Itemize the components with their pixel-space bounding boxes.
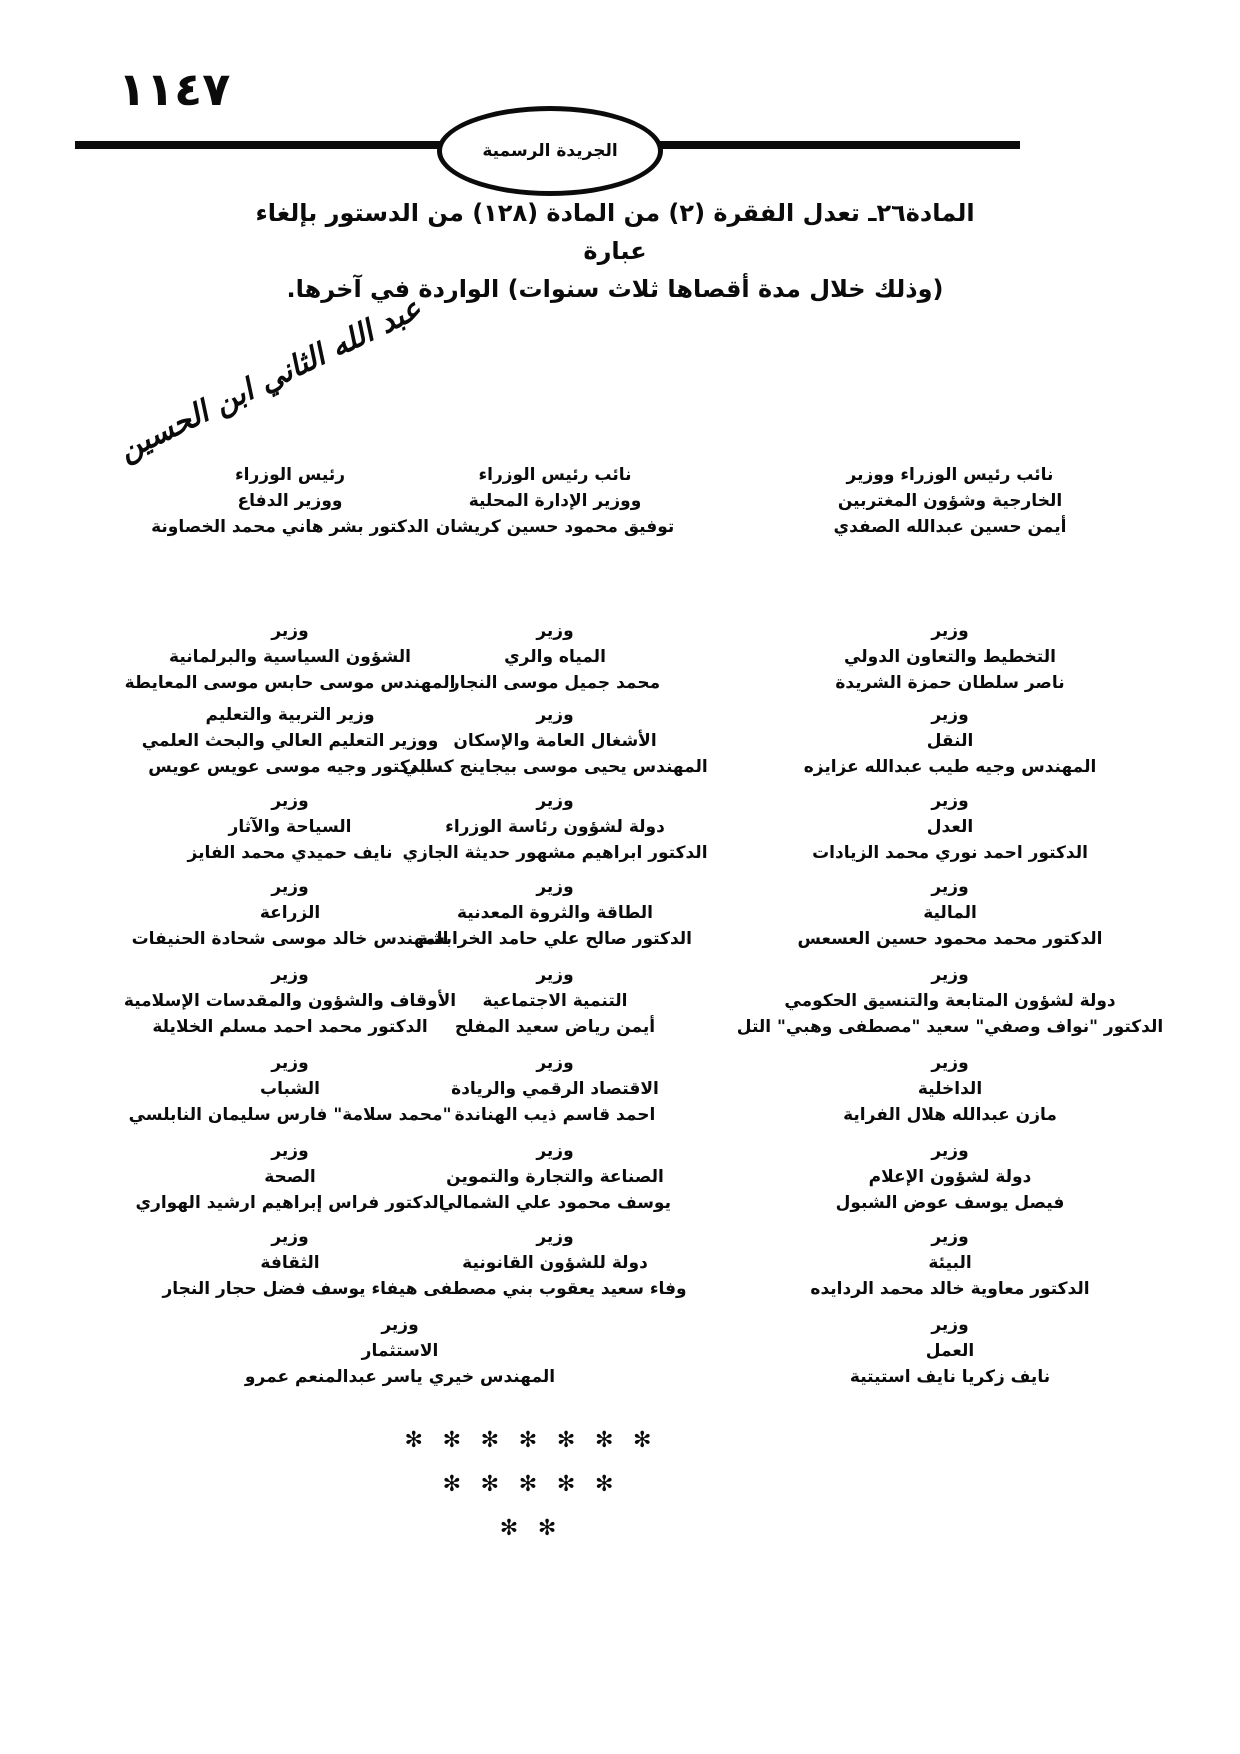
minister-name: الدكتور صالح علي حامد الخرابشة <box>417 929 692 949</box>
minister-name: الدكتور ابراهيم مشهور حديثة الجازي <box>402 843 708 863</box>
minister-title-line-2: دولة لشؤون المتابعة والتنسيق الحكومي <box>784 991 1116 1011</box>
minister-name: الدكتور بشر هاني محمد الخصاونة <box>151 517 429 537</box>
end-separators <box>0 1428 1062 1560</box>
minister-title-line-2: الصحة <box>264 1167 316 1187</box>
minister-title-line-2: السياحة والآثار <box>228 817 352 837</box>
minister-name: وفاء سعيد يعقوب بني مصطفى <box>423 1279 687 1299</box>
minister-title-line-1: وزير <box>536 705 574 725</box>
minister-entry <box>70 702 510 780</box>
minister-title-line-2: التنمية الاجتماعية <box>482 991 628 1011</box>
minister-name: المهندس موسى حابس موسى المعايطة <box>124 673 456 693</box>
page-number: ١١٤٧ <box>118 62 231 116</box>
article-line-2: (وذلك خلال مدة أقصاها ثلاث سنوات) الواردة في آخرها. <box>286 275 944 303</box>
minister-title-line-1: وزير <box>931 705 969 725</box>
minister-title-line-1: وزير <box>536 791 574 811</box>
minister-title-line-1: وزير <box>536 621 574 641</box>
minister-title-line-2: الشؤون السياسية والبرلمانية <box>169 647 411 667</box>
minister-title-line-1: وزير <box>271 791 309 811</box>
minister-title-line-1: وزير <box>271 1227 309 1247</box>
minister-title-line-1: نائب رئيس الوزراء ووزير <box>846 465 1054 485</box>
minister-title-line-2: الشباب <box>260 1079 320 1099</box>
minister-title-line-1: وزير <box>536 877 574 897</box>
minister-title-line-1: وزير <box>381 1315 419 1335</box>
minister-title-line-2: دولة للشؤون القانونية <box>462 1253 648 1273</box>
minister-title-line-2: البيئة <box>928 1253 972 1273</box>
minister-title-line-1: وزير <box>536 965 574 985</box>
minister-name: أيمن حسين عبدالله الصفدي <box>833 517 1067 537</box>
separator-row-1: ✻ ✻ ✻ ✻ ✻ ✻ ✻ <box>404 1428 658 1453</box>
minister-title-line-2: ووزير الإدارة المحلية <box>468 491 642 511</box>
minister-title-line-1: وزير <box>931 791 969 811</box>
minister-name: الدكتور محمد احمد مسلم الخلايلة <box>152 1017 428 1037</box>
minister-entry <box>730 874 1170 952</box>
minister-title-line-2: العمل <box>925 1341 975 1361</box>
minister-title-line-2: ووزير التعليم العالي والبحث العلمي <box>141 731 439 751</box>
minister-entry <box>70 1138 510 1216</box>
minister-title-line-1: وزير <box>931 621 969 641</box>
minister-title-line-2: المالية <box>923 903 977 923</box>
minister-title-line-1: وزير <box>271 965 309 985</box>
minister-name: المهندس خيري ياسر عبدالمنعم عمرو <box>244 1367 556 1387</box>
minister-title-line-2: التخطيط والتعاون الدولي <box>844 647 1056 667</box>
minister-title-line-1: وزير <box>931 1227 969 1247</box>
minister-title-line-2: الأوقاف والشؤون والمقدسات الإسلامية <box>123 991 457 1011</box>
minister-name: المهندس يحيى موسى بيجاينج كسبي <box>402 757 708 777</box>
minister-name: فيصل يوسف عوض الشبول <box>835 1193 1065 1213</box>
separator-row-2: ✻ ✻ ✻ ✻ ✻ <box>442 1472 620 1497</box>
minister-title-line-1: وزير <box>931 877 969 897</box>
minister-title-line-2: الاقتصاد الرقمي والريادة <box>451 1079 659 1099</box>
minister-name: المهندس خالد موسى شحادة الحنيفات <box>131 929 449 949</box>
minister-entry <box>70 618 510 696</box>
minister-name: "محمد سلامة" فارس سليمان النابلسي <box>128 1105 452 1125</box>
minister-entry <box>730 1050 1170 1128</box>
minister-entry <box>730 618 1170 696</box>
minister-entry <box>730 962 1170 1040</box>
minister-name: محمد جميل موسى النجار <box>449 673 661 693</box>
minister-title-line-1: وزير <box>536 1141 574 1161</box>
minister-entry <box>70 1224 510 1302</box>
minister-title-line-1: وزير <box>931 1315 969 1335</box>
minister-title-line-1: وزير <box>271 1053 309 1073</box>
minister-name: يوسف محمود علي الشمالي <box>439 1193 671 1213</box>
minister-name: ناصر سلطان حمزة الشريدة <box>835 673 1065 693</box>
minister-title-line-2: الثقافة <box>260 1253 320 1273</box>
minister-title-line-1: وزير <box>931 965 969 985</box>
minister-name: مازن عبدالله هلال الفراية <box>843 1105 1057 1125</box>
minister-title-line-2: الصناعة والتجارة والتموين <box>446 1167 664 1187</box>
minister-name: الدكتور وجيه موسى عويس عويس <box>148 757 432 777</box>
minister-entry <box>730 788 1170 866</box>
royal-signature: عبد الله الثاني ابن الحسين <box>113 291 427 469</box>
minister-title-line-2: ووزير الدفاع <box>237 491 343 511</box>
gazette-badge-label: الجريدة الرسمية <box>482 141 618 161</box>
minister-title-line-2: النقل <box>926 731 974 751</box>
minister-entry <box>180 1312 620 1390</box>
minister-title-line-2: الطاقة والثروة المعدنية <box>457 903 653 923</box>
minister-name: توفيق محمود حسين كريشان <box>435 517 675 537</box>
minister-title-line-2: الخارجية وشؤون المغتربين <box>837 491 1063 511</box>
minister-entry <box>70 788 510 866</box>
minister-title-line-1: وزير <box>931 1141 969 1161</box>
minister-entry <box>730 1138 1170 1216</box>
minister-name: هيفاء يوسف فضل حجار النجار <box>162 1279 418 1299</box>
minister-name: احمد قاسم ذيب الهناندة <box>454 1105 656 1125</box>
minister-title-line-2: الاستثمار <box>361 1341 439 1361</box>
minister-title-line-1: وزير <box>271 621 309 641</box>
minister-entry <box>70 962 510 1040</box>
minister-name: الدكتور محمد محمود حسين العسعس <box>797 929 1103 949</box>
minister-entry <box>70 462 510 540</box>
minister-title-line-2: الداخلية <box>917 1079 983 1099</box>
minister-entry <box>70 874 510 952</box>
minister-title-line-1: وزير <box>271 1141 309 1161</box>
minister-name: أيمن رياض سعيد المفلح <box>454 1017 656 1037</box>
minister-title-line-1: وزير <box>536 1053 574 1073</box>
minister-name: الدكتور معاوية خالد محمد الردايده <box>810 1279 1090 1299</box>
minister-title-line-2: العدل <box>926 817 974 837</box>
minister-title-line-1: وزير <box>931 1053 969 1073</box>
minister-title-line-1: وزير <box>271 877 309 897</box>
minister-title-line-2: دولة لشؤون الإعلام <box>868 1167 1032 1187</box>
minister-title-line-1: وزير التربية والتعليم <box>205 705 375 725</box>
minister-title-line-2: دولة لشؤون رئاسة الوزراء <box>445 817 665 837</box>
minister-title-line-1: رئيس الوزراء <box>234 465 346 485</box>
separator-row-3: ✻ ✻ <box>499 1516 563 1541</box>
minister-title-line-1: وزير <box>536 1227 574 1247</box>
minister-name: الدكتور فراس إبراهيم ارشيد الهواري <box>135 1193 445 1213</box>
minister-name: المهندس وجيه طيب عبدالله عزايزه <box>803 757 1097 777</box>
minister-name: نايف زكريا نايف استيتية <box>849 1367 1051 1387</box>
minister-entry <box>730 1312 1170 1390</box>
minister-name: الدكتور "نواف وصفي" سعيد "مصطفى وهبي" التل <box>736 1017 1164 1037</box>
minister-entry <box>730 462 1170 540</box>
minister-title-line-2: المياه والري <box>504 647 606 667</box>
minister-title-line-2: الزراعة <box>259 903 321 923</box>
minister-entry <box>730 702 1170 780</box>
minister-entry <box>70 1050 510 1128</box>
article-line-1: المادة٢٦ـ تعدل الفقرة (٢) من المادة (١٢٨) من الدستور بإلغاء عبارة <box>255 199 975 265</box>
minister-name: الدكتور احمد نوري محمد الزيادات <box>812 843 1088 863</box>
minister-name: نايف حميدي محمد الفايز <box>187 843 393 863</box>
minister-entry <box>730 1224 1170 1302</box>
minister-title-line-1: نائب رئيس الوزراء <box>478 465 632 485</box>
minister-title-line-2: الأشغال العامة والإسكان <box>453 731 657 751</box>
